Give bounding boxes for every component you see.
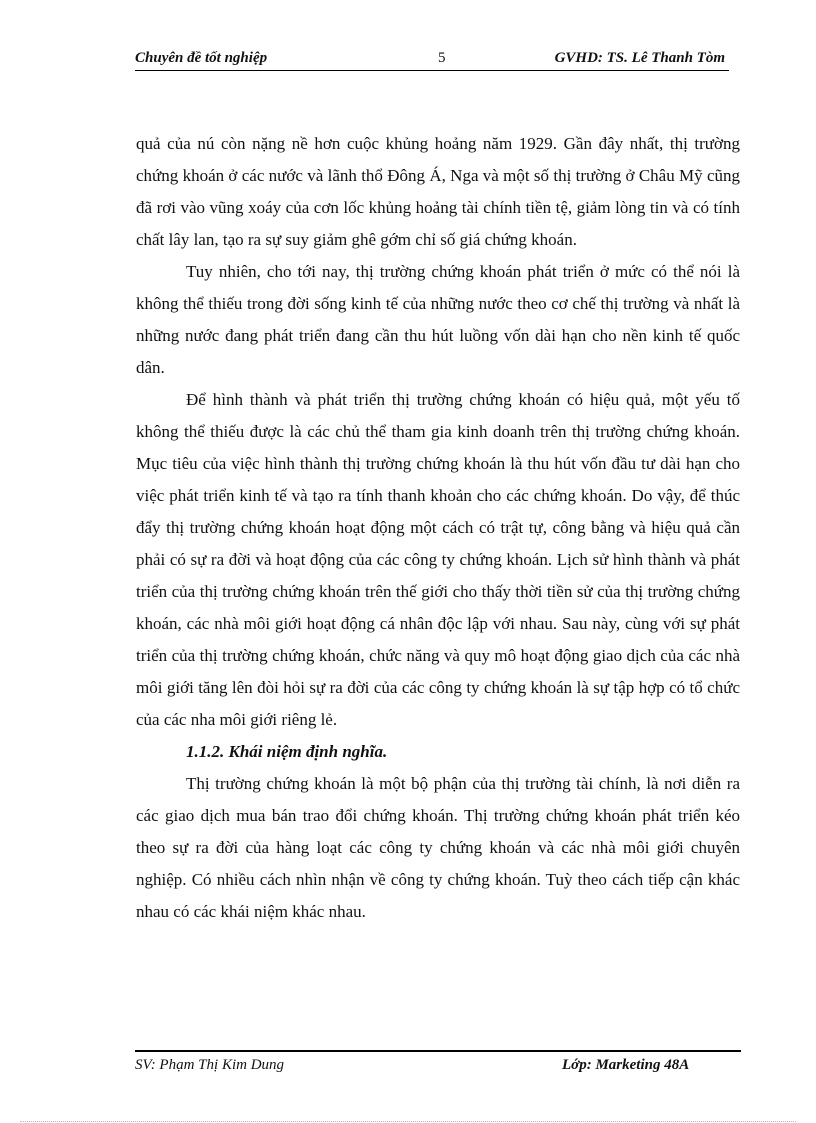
document-body xyxy=(136,128,740,928)
footer-class: Lớp: Marketing 48A xyxy=(562,1057,690,1073)
paragraph: quả của nú còn nặng nề hơn cuộc khủng hoảng năm 1929. Gần đây nhất, thị trường chứng khoán ở các nước và lãnh thổ Đông Á, Nga và một số thị trường ở Châu Mỹ cũng đã rơi vào vũng xoáy của cơn lốc khủng hoảng tài chính tiền tệ, giảm lòng tin và có tính chất lây lan, tạo ra sự suy giảm ghê gớm chỉ số giá chứng khoán. xyxy=(136,134,740,249)
header-page-number: 5 xyxy=(438,50,446,66)
header-supervisor: GVHD: TS. Lê Thanh Tòm xyxy=(554,50,725,66)
paragraph: Thị trường chứng khoán là một bộ phận của thị trường tài chính, là nơi diễn ra các giao dịch mua bán trao đổi chứng khoán. Thị trường chứng khoán phát triển kéo theo sự ra đời của hàng loạt các công ty chứng khoán và các nhà môi giới chuyên nghiệp. Có nhiều cách nhìn nhận về công ty chứng khoán. Tuỳ theo cách tiếp cận khác nhau có các khái niệm khác nhau. xyxy=(136,774,740,921)
paragraph: Để hình thành và phát triển thị trường chứng khoán có hiệu quả, một yếu tố không thể thiếu được là các chủ thể tham gia kinh doanh trên thị trường chứng khoán. Mục tiêu của việc hình thành thị trường chứng khoán là thu hút vốn đầu tư dài hạn cho việc phát triển kinh tế và tạo ra tính thanh khoản cho các chứng khoán. Do vậy, để thúc đẩy thị trường chứng khoán hoạt động một cách có trật tự, công bằng và hiệu quả cần phải có sự ra đời và hoạt động của các công ty chứng khoán. Lịch sử hình thành và phát triển của thị trường chứng khoán trên thế giới cho thấy thời tiền sử của thị trường chứng khoán, các nhà môi giới hoạt động cá nhân độc lập với nhau. Sau này, cùng với sự phát triển của thị trường chứng khoán, chức năng và quy mô hoạt động giao dịch của các nhà môi giới tăng lên đòi hỏi sự ra đời của các công ty chứng khoán là sự tập hợp có tổ chức của các nha môi giới riêng lẻ. xyxy=(136,390,740,729)
paragraph: Tuy nhiên, cho tới nay, thị trường chứng khoán phát triển ở mức có thể nói là không thể thiếu trong đời sống kinh tế của những nước theo cơ chế thị trường và nhất là những nước đang phát triển đang cần thu hút luồng vốn dài hạn cho nền kinh tế quốc dân. xyxy=(136,262,740,377)
footer-student-name: SV: Phạm Thị Kim Dung xyxy=(135,1057,285,1073)
page-header xyxy=(135,50,729,71)
page-edge-divider xyxy=(20,1121,796,1122)
page-footer xyxy=(135,1050,741,1082)
section-heading: 1.1.2. Khái niệm định nghĩa. xyxy=(186,742,388,761)
header-document-title: Chuyên đề tốt nghiệp xyxy=(135,50,268,66)
